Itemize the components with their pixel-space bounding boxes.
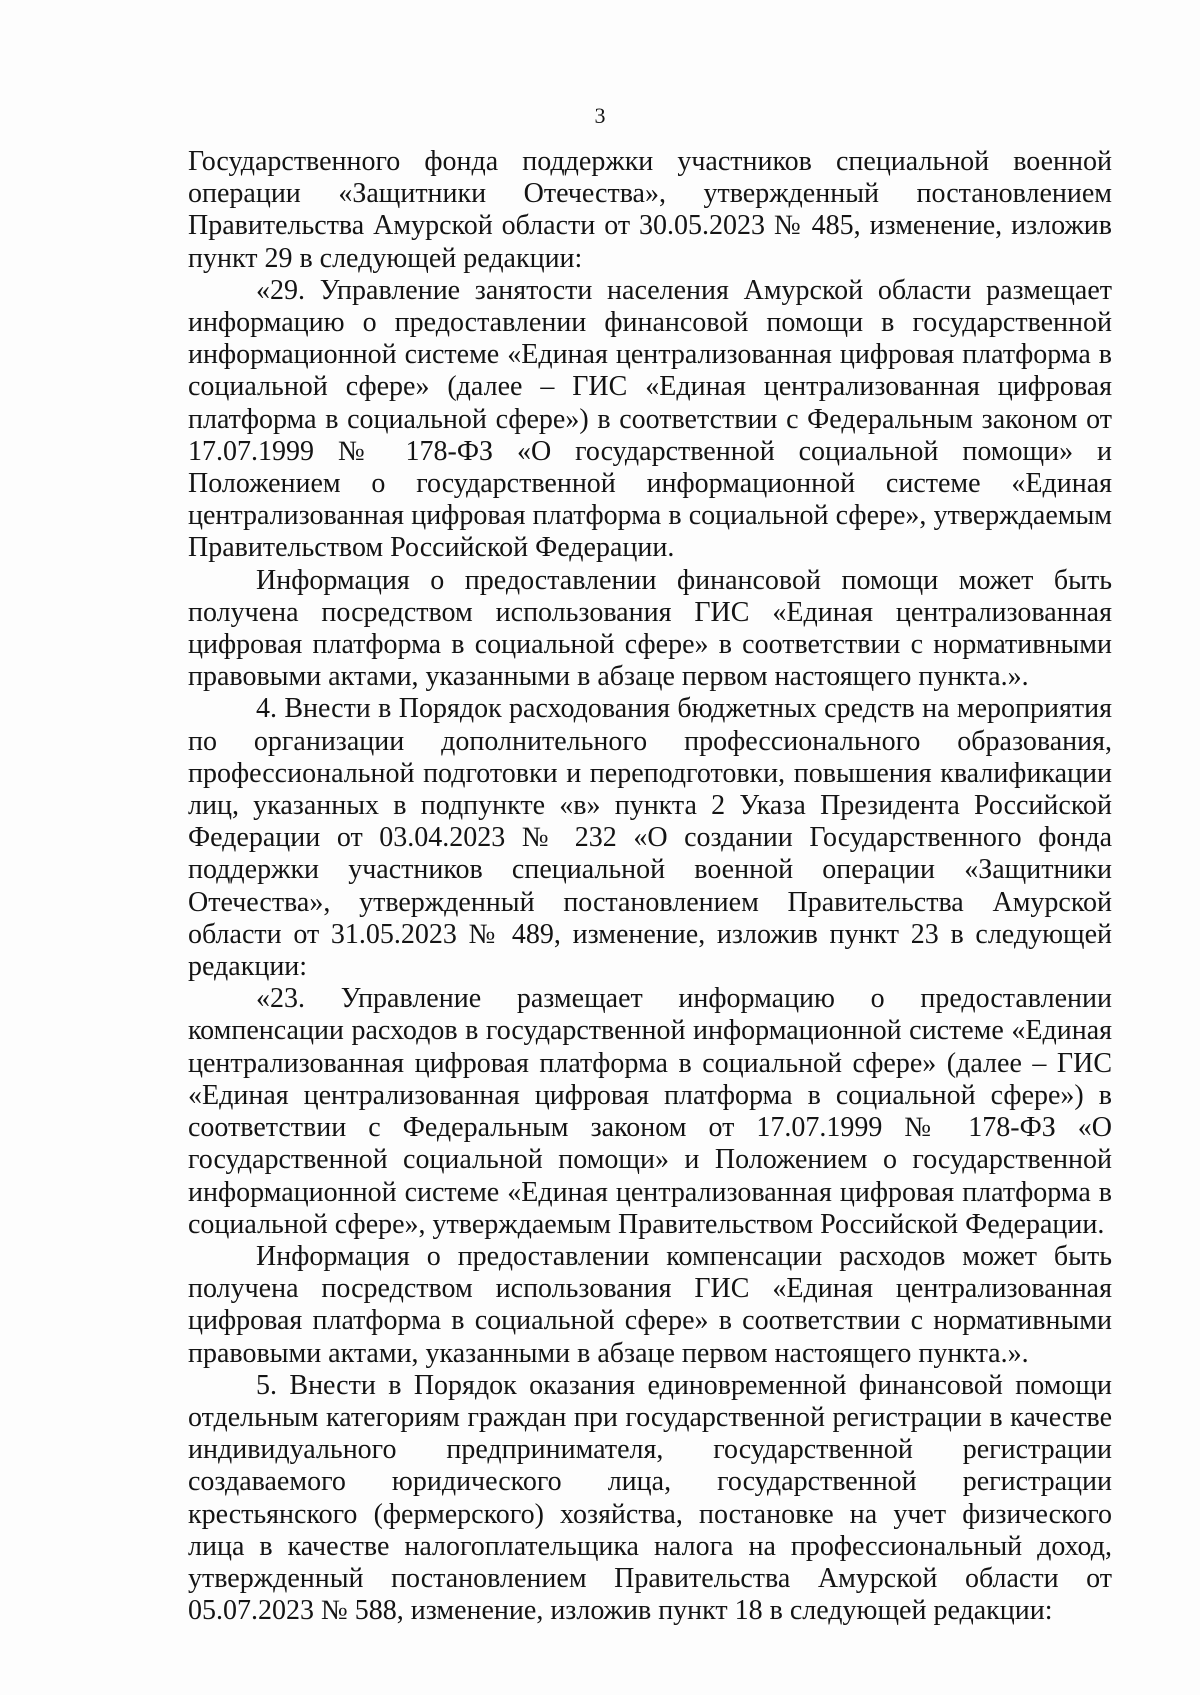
paragraph-clause-29-info: Информация о предоставлении финансовой помощи может быть получена посредством использования ГИС «Единая централизованная цифровая платформа в социальной сфере» в соответствии с нормативными правовыми актами, указанными в абзаце первом настоящего пункта.». <box>188 564 1112 693</box>
paragraph-item-5: 5. Внести в Порядок оказания единовременной финансовой помощи отдельным категориям граждан при государственной регистрации в качестве индивидуального предпринимателя, государственной регистрации создаваемого юридического лица, государственной регистрации крестьянского (фермерского) хозяйства, постановке на учет физического лица в качестве налогоплательщика налога на профессиональный доход, утвержденный постановлением Правительства Амурской области от 05.07.2023 № 588, изменение, изложив пункт 18 в следующей редакции: <box>188 1369 1112 1627</box>
paragraph-clause-23-info: Информация о предоставлении компенсации расходов может быть получена посредством использования ГИС «Единая централизованная цифровая платформа в социальной сфере» в соответствии с нормативными правовыми актами, указанными в абзаце первом настоящего пункта.». <box>188 1240 1112 1369</box>
paragraph-clause-23: «23. Управление размещает информацию о предоставлении компенсации расходов в государственной информационной системе «Единая централизованная цифровая платформа в социальной сфере» (далее – ГИС «Единая централизованная цифровая платформа в социальной сфере») в соответствии с Федеральным законом от 17.07.1999 № 178-ФЗ «О государственной социальной помощи» и Положением о государственной информационной системе «Единая централизованная цифровая платформа в социальной сфере», утверждаемым Правительством Российской Федерации. <box>188 983 1112 1240</box>
paragraph-continuation: Государственного фонда поддержки участников специальной военной операции «Защитники Отечества», утвержденный постановлением Правительства Амурской области от 30.05.2023 № 485, изменение, изложив пункт 29 в следующей редакции: <box>188 146 1112 274</box>
page-number: 3 <box>594 103 606 128</box>
paragraph-clause-29: «29. Управление занятости населения Амурской области размещает информацию о предоставлении финансовой помощи в государственной информационной системе «Единая централизованная цифровая платформа в социальной сфере» (далее – ГИС «Единая централизованная цифровая платформа в социальной сфере») в соответствии с Федеральным законом от 17.07.1999 № 178-ФЗ «О государственной социальной помощи» и Положением о государственной информационной системе «Единая централизованная цифровая платформа в социальной сфере», утверждаемым Правительством Российской Федерации. <box>188 274 1112 564</box>
paragraph-item-4: 4. Внести в Порядок расходования бюджетных средств на мероприятия по организации дополнительного профессионального образования, профессиональной подготовки и переподготовки, повышения квалификации лиц, указанных в подпункте «в» пункта 2 Указа Президента Российской Федерации от 03.04.2023 № 232 «О создании Государственного фонда поддержки участников специальной военной операции «Защитники Отечества», утвержденный постановлением Правительства Амурской области от 31.05.2023 № 489, изменение, изложив пункт 23 в следующей редакции: <box>188 693 1112 983</box>
document-body <box>188 146 1112 1627</box>
